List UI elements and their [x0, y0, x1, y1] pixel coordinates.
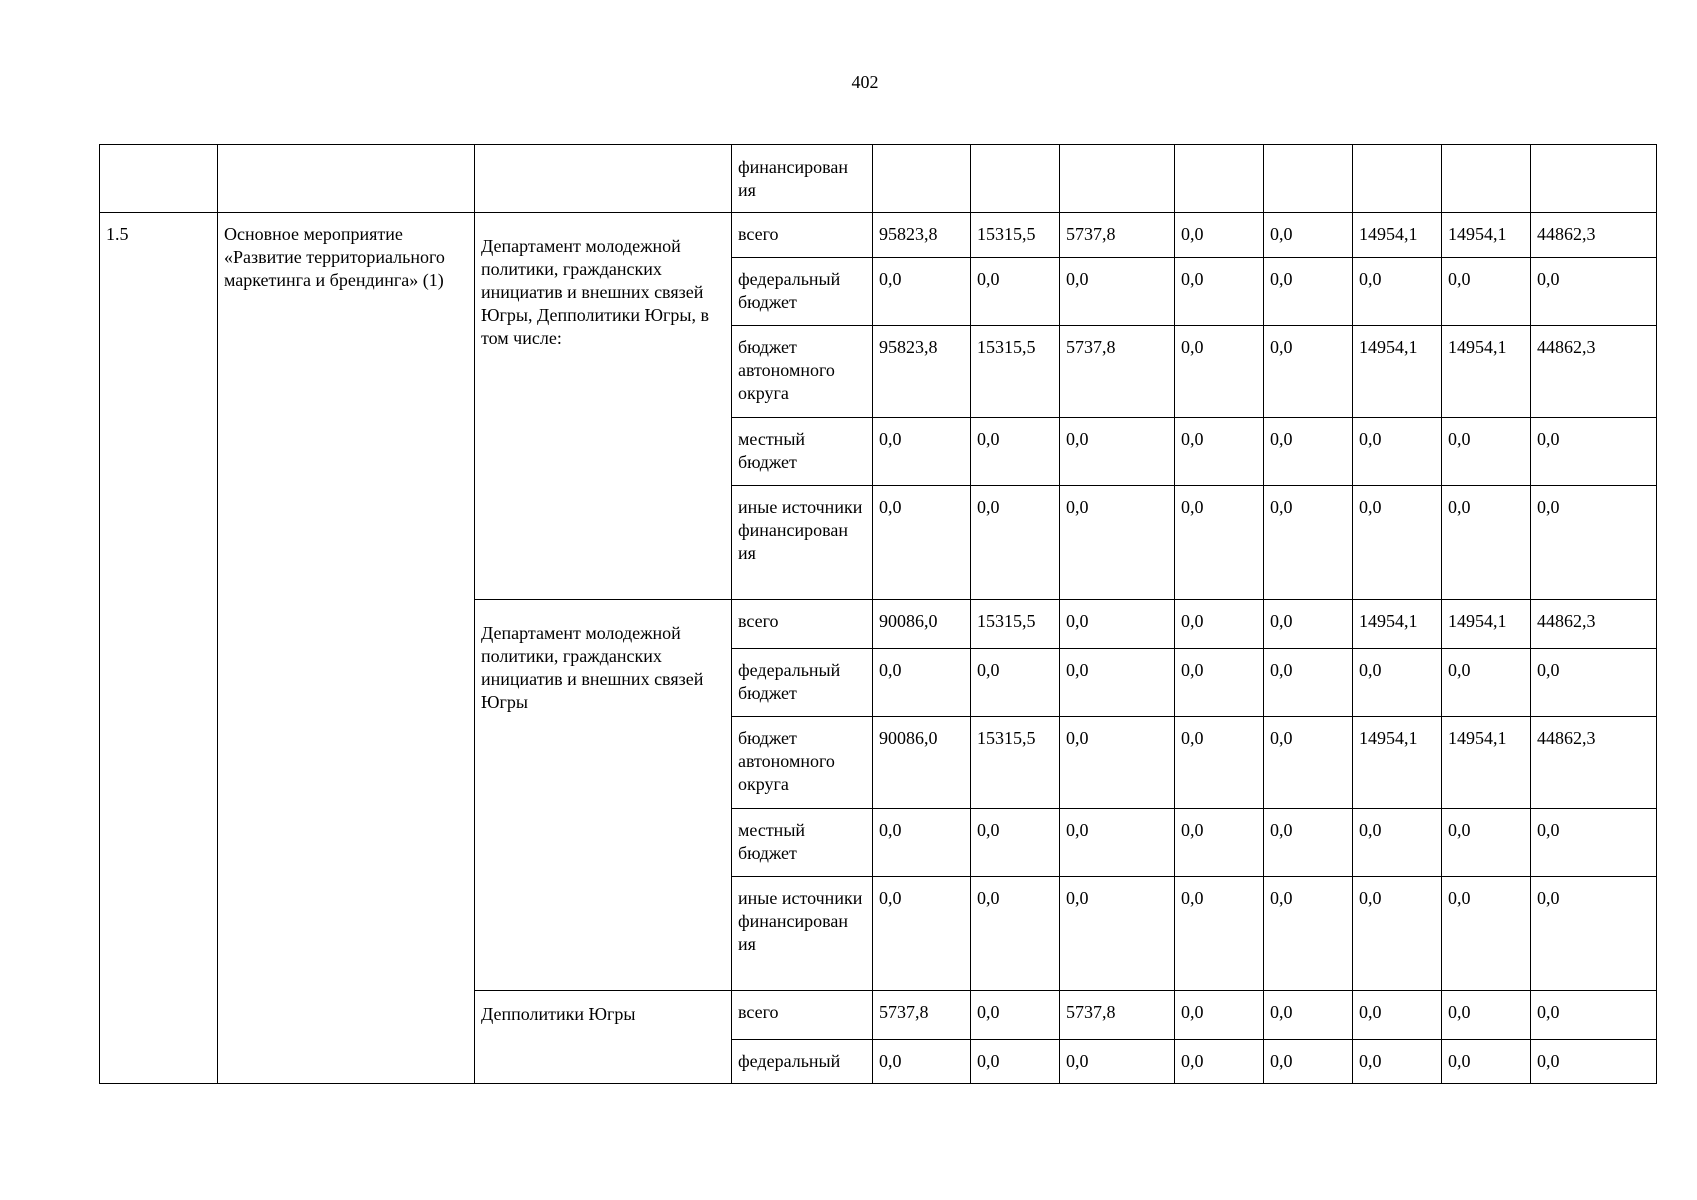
- value-cell: 14954,1: [1442, 600, 1531, 649]
- empty-cell: [971, 145, 1060, 213]
- value-cell: 0,0: [971, 809, 1060, 877]
- value-cell: 0,0: [1531, 649, 1657, 717]
- value-cell: 0,0: [1442, 877, 1531, 991]
- value-cell: 0,0: [1264, 809, 1353, 877]
- value-cell: 0,0: [1175, 326, 1264, 418]
- value-cell: 5737,8: [873, 991, 971, 1040]
- funding-source-cell: всего: [732, 991, 873, 1040]
- value-cell: 44862,3: [1531, 717, 1657, 809]
- value-cell: 90086,0: [873, 600, 971, 649]
- value-cell: 0,0: [1175, 213, 1264, 258]
- value-cell: 0,0: [1264, 877, 1353, 991]
- value-cell: 0,0: [1264, 326, 1353, 418]
- responsible-executor: Депполитики Югры: [475, 991, 732, 1084]
- funding-source-cell: федеральный: [732, 1040, 873, 1084]
- funding-source-cell: бюджет автономного округа: [732, 326, 873, 418]
- value-cell: 0,0: [1353, 486, 1442, 600]
- empty-cell: [1442, 145, 1531, 213]
- value-cell: 0,0: [1175, 486, 1264, 600]
- value-cell: 0,0: [1531, 991, 1657, 1040]
- responsible-executor: Департамент молодежной политики, гражданских инициатив и внешних связей Югры, Депполитики Югры, в том числе:: [475, 213, 732, 600]
- budget-table: [99, 144, 1657, 1084]
- value-cell: 0,0: [1175, 991, 1264, 1040]
- value-cell: 0,0: [1175, 717, 1264, 809]
- value-cell: 0,0: [1264, 418, 1353, 486]
- value-cell: 0,0: [1353, 1040, 1442, 1084]
- value-cell: 0,0: [1060, 486, 1175, 600]
- funding-source-cell: федеральный бюджет: [732, 649, 873, 717]
- value-cell: 14954,1: [1353, 717, 1442, 809]
- value-cell: 0,0: [1060, 258, 1175, 326]
- value-cell: 15315,5: [971, 213, 1060, 258]
- value-cell: 44862,3: [1531, 213, 1657, 258]
- value-cell: 0,0: [1531, 486, 1657, 600]
- empty-cell: [1175, 145, 1264, 213]
- value-cell: 0,0: [1442, 809, 1531, 877]
- value-cell: 95823,8: [873, 326, 971, 418]
- value-cell: 0,0: [1442, 258, 1531, 326]
- empty-cell: [1531, 145, 1657, 213]
- value-cell: 0,0: [1264, 258, 1353, 326]
- value-cell: 15315,5: [971, 717, 1060, 809]
- empty-cell: [873, 145, 971, 213]
- value-cell: 0,0: [971, 418, 1060, 486]
- value-cell: 44862,3: [1531, 326, 1657, 418]
- value-cell: 0,0: [1060, 649, 1175, 717]
- value-cell: 0,0: [1264, 649, 1353, 717]
- value-cell: 0,0: [1060, 1040, 1175, 1084]
- continuation-row: [100, 145, 1657, 213]
- funding-source-cell: всего: [732, 213, 873, 258]
- value-cell: 0,0: [1531, 418, 1657, 486]
- table-row: [100, 213, 1657, 258]
- value-cell: 0,0: [1060, 809, 1175, 877]
- value-cell: 0,0: [1442, 418, 1531, 486]
- value-cell: 15315,5: [971, 326, 1060, 418]
- value-cell: 0,0: [1353, 809, 1442, 877]
- value-cell: 0,0: [1175, 877, 1264, 991]
- value-cell: 0,0: [1353, 258, 1442, 326]
- page-number: 402: [851, 72, 879, 92]
- value-cell: 0,0: [873, 258, 971, 326]
- funding-source-cell: иные источники финансирован ия: [732, 486, 873, 600]
- value-cell: 0,0: [1175, 258, 1264, 326]
- value-cell: 0,0: [1060, 600, 1175, 649]
- value-cell: 0,0: [971, 486, 1060, 600]
- value-cell: 0,0: [1442, 991, 1531, 1040]
- funding-source-cell: всего: [732, 600, 873, 649]
- value-cell: 0,0: [1531, 1040, 1657, 1084]
- value-cell: 0,0: [1264, 1040, 1353, 1084]
- value-cell: 0,0: [1264, 213, 1353, 258]
- value-cell: 0,0: [1060, 717, 1175, 809]
- value-cell: 0,0: [873, 486, 971, 600]
- value-cell: 95823,8: [873, 213, 971, 258]
- value-cell: 0,0: [873, 649, 971, 717]
- value-cell: 0,0: [873, 809, 971, 877]
- value-cell: 0,0: [1353, 877, 1442, 991]
- value-cell: 0,0: [971, 877, 1060, 991]
- value-cell: 0,0: [1442, 649, 1531, 717]
- value-cell: 0,0: [873, 418, 971, 486]
- value-cell: 44862,3: [1531, 600, 1657, 649]
- value-cell: 0,0: [1353, 991, 1442, 1040]
- empty-cell: [1060, 145, 1175, 213]
- value-cell: 0,0: [971, 1040, 1060, 1084]
- value-cell: 0,0: [1175, 1040, 1264, 1084]
- value-cell: 0,0: [1175, 600, 1264, 649]
- value-cell: 14954,1: [1442, 326, 1531, 418]
- value-cell: 0,0: [1264, 486, 1353, 600]
- value-cell: 0,0: [1264, 991, 1353, 1040]
- value-cell: 15315,5: [971, 600, 1060, 649]
- value-cell: 0,0: [1531, 809, 1657, 877]
- responsible-executor: Департамент молодежной политики, гражданских инициатив и внешних связей Югры: [475, 600, 732, 991]
- value-cell: 5737,8: [1060, 991, 1175, 1040]
- value-cell: 0,0: [1264, 717, 1353, 809]
- value-cell: 14954,1: [1353, 213, 1442, 258]
- empty-cell: [1353, 145, 1442, 213]
- value-cell: 0,0: [1353, 649, 1442, 717]
- funding-source-cell: федеральный бюджет: [732, 258, 873, 326]
- empty-cell: [1264, 145, 1353, 213]
- activity-name: Основное мероприятие «Развитие территориального маркетинга и брендинга» (1): [218, 213, 475, 1084]
- funding-source-cell: финансирован ия: [732, 145, 873, 213]
- value-cell: 0,0: [1060, 418, 1175, 486]
- funding-source-cell: местный бюджет: [732, 809, 873, 877]
- value-cell: 0,0: [1175, 649, 1264, 717]
- value-cell: 0,0: [1531, 258, 1657, 326]
- value-cell: 14954,1: [1353, 326, 1442, 418]
- value-cell: 0,0: [1060, 877, 1175, 991]
- value-cell: 0,0: [1353, 418, 1442, 486]
- value-cell: 0,0: [1175, 418, 1264, 486]
- activity-code: 1.5: [100, 213, 218, 1084]
- funding-source-cell: бюджет автономного округа: [732, 717, 873, 809]
- empty-cell: [475, 145, 732, 213]
- value-cell: 0,0: [971, 649, 1060, 717]
- value-cell: 0,0: [1442, 1040, 1531, 1084]
- value-cell: 0,0: [971, 258, 1060, 326]
- value-cell: 0,0: [971, 991, 1060, 1040]
- value-cell: 0,0: [1531, 877, 1657, 991]
- value-cell: 14954,1: [1442, 717, 1531, 809]
- value-cell: 5737,8: [1060, 213, 1175, 258]
- value-cell: 0,0: [873, 877, 971, 991]
- value-cell: 14954,1: [1442, 213, 1531, 258]
- empty-cell: [100, 145, 218, 213]
- value-cell: 14954,1: [1353, 600, 1442, 649]
- funding-source-cell: иные источники финансирован ия: [732, 877, 873, 991]
- value-cell: 0,0: [1264, 600, 1353, 649]
- funding-source-cell: местный бюджет: [732, 418, 873, 486]
- value-cell: 0,0: [1175, 809, 1264, 877]
- empty-cell: [218, 145, 475, 213]
- value-cell: 90086,0: [873, 717, 971, 809]
- value-cell: 5737,8: [1060, 326, 1175, 418]
- value-cell: 0,0: [1442, 486, 1531, 600]
- value-cell: 0,0: [873, 1040, 971, 1084]
